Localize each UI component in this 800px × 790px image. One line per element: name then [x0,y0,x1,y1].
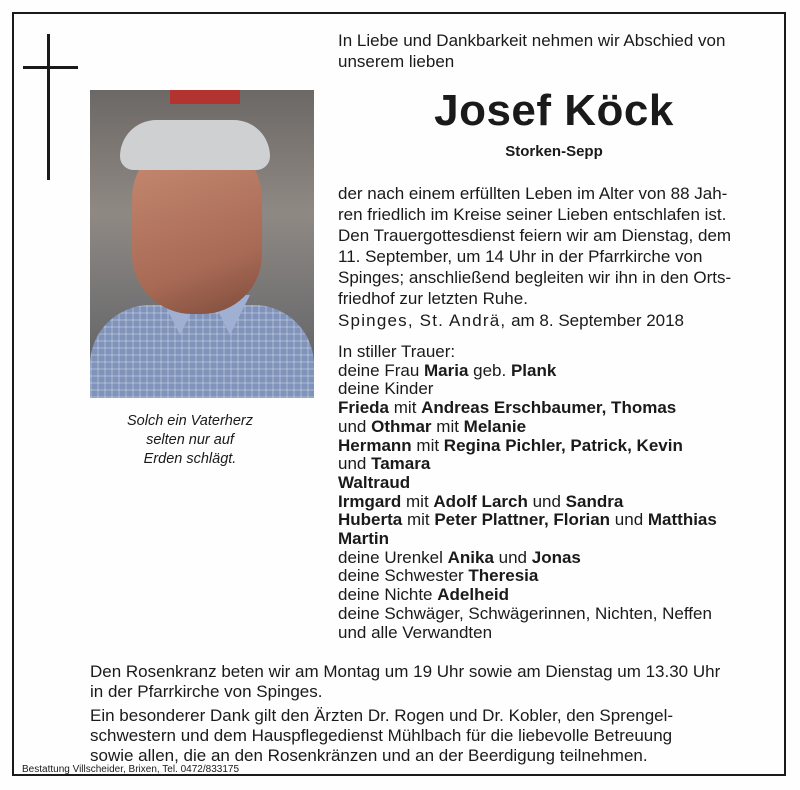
mourners-line: deine Schwester Theresia [338,566,539,586]
mourners-list [338,343,717,642]
mourners-line: deine Kinder [338,379,434,399]
mourners-line: deine Frau Maria geb. Plank [338,360,557,380]
mourners-line: und Othmar mit Melanie [338,416,527,436]
cross-icon [47,34,50,180]
memorial-quote: Solch ein Vaterherz selten nur auf Erden schlägt. [126,413,253,467]
mourners-line: Hermann mit Regina Pichler, Patrick, Kevin [338,435,683,455]
life-paragraph: der nach einem erfüllten Leben im Alter von 88 Jah- ren friedlich im Kreise seiner Lieben entschlafen ist. [338,184,728,224]
mourners-line: deine Nichte Adelheid [338,585,510,605]
funeral-home-footer: Bestattung Villscheider, Brixen, Tel. 0472/833175 [22,764,240,775]
portrait-photo [90,90,314,398]
deceased-name: Josef Köck [434,86,674,135]
funeral-paragraph: Den Trauergottesdienst feiern wir am Dienstag, dem 11. September, um 14 Uhr in der Pfarrkirche von Spinges; anschließend begleiten wir ihn in den Orts- friedhof zur letzten Ruhe. [338,226,732,308]
cross-icon-bar [23,66,78,69]
mourners-line: und Tamara [338,454,431,474]
rosary-paragraph: Den Rosenkranz beten wir am Montag um 19 Uhr sowie am Dienstag um 13.30 Uhr in der Pfarrkirche von Spinges. [90,662,721,701]
mourners-line: deine Urenkel Anika und Jonas [338,547,581,567]
place: Spinges, St. Andrä, [338,311,507,330]
thanks-paragraph: Ein besonderer Dank gilt den Ärzten Dr. Rogen und Dr. Kobler, den Sprengel- schwestern und dem Hauspflegedienst Mühlbach für die liebevolle Betreuung sowie allen, die an den Rosenkränzen und an der Beerdigung teilnehmen. [90,706,674,765]
mourners-line: Martin [338,529,389,549]
mourners-line: und alle Verwandten [338,622,493,642]
mourners-line: Waltraud [338,472,411,492]
mourners-line: deine Schwäger, Schwägerinnen, Nichten, Neffen [338,603,712,623]
mourners-line: Irmgard mit Adolf Larch und Sandra [338,491,624,511]
place-date [338,311,684,331]
date: am 8. September 2018 [511,311,685,330]
deceased-nickname: Storken-Sepp [505,143,603,160]
mourners-line: Frieda mit Andreas Erschbaumer, Thomas [338,398,677,418]
mourners-line: Huberta mit Peter Plattner, Florian und Matthias [338,510,717,530]
intro-text: In Liebe und Dankbarkeit nehmen wir Abschied von unserem lieben [338,31,726,71]
mourners-line: In stiller Trauer: [338,342,456,361]
